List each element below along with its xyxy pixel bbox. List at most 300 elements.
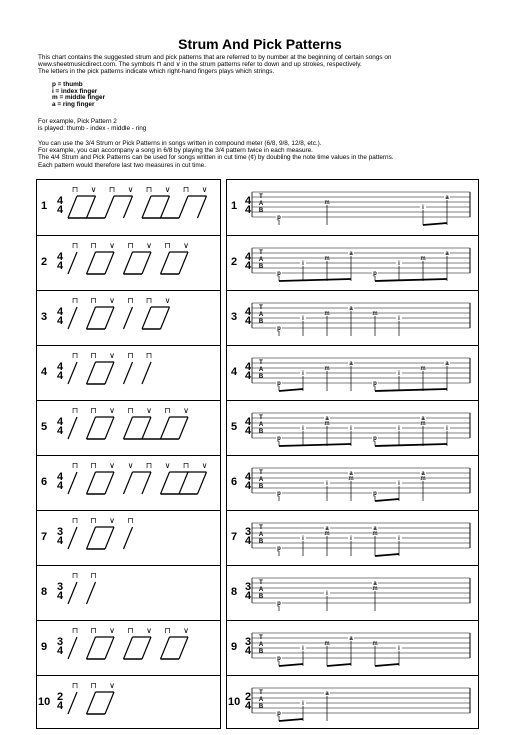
down-stroke-icon: ⊓	[71, 296, 79, 305]
intro-line: www.sheetmusicdirect.com. The symbols ⊓ and ∨ in the strum patterns refer to down and up strokes, respectively.	[38, 61, 362, 69]
up-stroke-icon: ∨	[164, 296, 171, 305]
finger-letter: i	[422, 205, 424, 211]
tab-staff	[227, 621, 480, 676]
finger-letter: a	[445, 195, 449, 201]
strum-patterns-panel	[36, 179, 221, 729]
up-stroke-icon: ∨	[109, 241, 115, 250]
note-beam	[279, 444, 351, 446]
tab-letter: B	[258, 208, 264, 214]
tab-letter: T	[259, 415, 263, 421]
strum-slash	[142, 362, 151, 384]
down-stroke-icon: ⊓	[127, 406, 134, 415]
finger-letter: i	[398, 371, 400, 377]
finger-letter: i	[398, 316, 400, 322]
note-beam	[279, 389, 303, 391]
down-stroke-icon: ⊓	[182, 461, 190, 470]
pattern-number: 3	[231, 311, 238, 323]
down-stroke-icon: ⊓	[164, 626, 171, 635]
tab-letter: B	[258, 374, 264, 380]
strum-slash	[87, 196, 96, 218]
up-stroke-icon: ∨	[146, 241, 152, 250]
pick-pattern-row	[227, 565, 478, 621]
down-stroke-icon: ⊓	[164, 406, 171, 415]
finger-letter: a	[325, 416, 329, 422]
finger-letter: p	[277, 436, 281, 442]
tab-letter: B	[258, 539, 264, 545]
finger-letter: a	[421, 416, 425, 422]
compound-line: The 4/4 Strum and Pick Patterns can be used for songs written in cut time (¢) by doubling the note time values in the patterns.	[38, 154, 394, 162]
down-stroke-icon: ⊓	[71, 516, 79, 525]
finger-letter: i	[302, 701, 304, 707]
finger-letter: m	[324, 366, 330, 372]
pattern-number: 2	[41, 256, 48, 268]
time-signature-top: 4	[244, 195, 252, 207]
example-line: For example, Pick Pattern 2	[38, 118, 117, 125]
up-stroke-icon: ∨	[146, 626, 152, 635]
down-stroke-icon: ⊓	[71, 185, 79, 194]
pick-pattern-row	[227, 675, 478, 731]
pattern-number: 2	[231, 256, 238, 268]
tab-letter: T	[259, 580, 263, 586]
finger-letter: p	[277, 711, 281, 717]
pick-pattern-row	[227, 235, 478, 291]
strum-slash	[68, 307, 77, 329]
tab-staff	[227, 236, 480, 291]
up-stroke-icon: ∨	[109, 406, 115, 415]
pick-pattern-row	[227, 345, 478, 401]
finger-letter: i	[398, 426, 400, 432]
finger-letter: a	[349, 636, 353, 642]
strum-slash	[68, 582, 77, 604]
note-beam	[279, 279, 351, 281]
up-stroke-icon: ∨	[109, 296, 115, 305]
down-stroke-icon: ⊓	[90, 351, 97, 360]
down-stroke-icon: ⊓	[71, 461, 79, 470]
strum-pattern-row	[37, 565, 220, 621]
up-stroke-icon: ∨	[164, 185, 171, 194]
strum-slash	[161, 472, 170, 494]
example-text	[38, 118, 146, 132]
down-stroke-icon: ⊓	[71, 241, 79, 250]
time-signature-bottom: 4	[56, 645, 64, 657]
tab-letter: B	[258, 319, 264, 325]
finger-letter: i	[302, 371, 304, 377]
strum-notation	[37, 346, 222, 401]
finger-letter: i	[326, 591, 328, 597]
finger-letter: p	[277, 601, 281, 607]
pattern-number: 10	[228, 696, 241, 708]
tab-staff	[227, 566, 480, 621]
compound-meter-text	[38, 140, 493, 169]
strum-notation	[37, 621, 222, 676]
strum-slash	[179, 472, 188, 494]
strum-slash	[142, 637, 151, 659]
pattern-number: 9	[41, 641, 48, 653]
strum-slash	[68, 637, 77, 659]
finger-letter: m	[324, 256, 330, 262]
tab-letter: T	[259, 690, 263, 696]
note-beam	[375, 279, 447, 281]
time-signature-top: 4	[56, 306, 64, 318]
strum-slash	[87, 252, 96, 274]
finger-letter: a	[421, 471, 425, 477]
down-stroke-icon: ⊓	[71, 626, 79, 635]
pattern-number: 9	[231, 641, 238, 653]
page-title: Strum And Pick Patterns	[178, 36, 342, 52]
up-stroke-icon: ∨	[183, 406, 189, 415]
intro-line: The letters in the pick patterns indicate which right-hand fingers plays which strings.	[38, 68, 275, 76]
finger-letter: a	[373, 526, 377, 532]
strum-slash	[105, 196, 114, 218]
finger-letter: p	[277, 215, 281, 221]
pattern-number: 6	[41, 476, 48, 488]
tab-letter: A	[258, 532, 264, 538]
up-stroke-icon: ∨	[109, 461, 115, 470]
strum-slash	[105, 362, 114, 384]
time-signature-top: 3	[244, 636, 252, 648]
strum-slash	[105, 692, 114, 714]
tab-letter: B	[258, 484, 264, 490]
time-signature-top: 3	[56, 581, 64, 593]
strum-notation	[37, 511, 222, 566]
tab-staff	[227, 346, 480, 401]
note-beam	[375, 389, 447, 391]
down-stroke-icon: ⊓	[71, 571, 79, 580]
down-stroke-icon: ⊓	[145, 185, 153, 194]
finger-letter: m	[324, 641, 330, 647]
strum-slash	[105, 637, 114, 659]
strum-notation	[37, 566, 222, 621]
pattern-number: 7	[41, 531, 48, 543]
time-signature-bottom: 4	[244, 480, 252, 492]
tab-staff	[227, 401, 480, 456]
strum-slash	[179, 252, 188, 274]
pattern-number: 3	[41, 311, 48, 323]
strum-slash	[87, 307, 96, 329]
strum-slash	[68, 362, 77, 384]
legend-item: p = thumb	[52, 81, 83, 88]
pattern-number: 6	[231, 476, 238, 488]
finger-legend	[52, 82, 105, 108]
down-stroke-icon: ⊓	[182, 185, 190, 194]
pattern-number: 10	[38, 696, 51, 708]
strum-slash	[124, 637, 133, 659]
pattern-number: 1	[231, 200, 238, 212]
up-stroke-icon: ∨	[109, 351, 115, 360]
time-signature-top: 4	[244, 471, 252, 483]
legend-item: a = ring finger	[52, 100, 95, 108]
time-signature-bottom: 4	[244, 590, 252, 602]
intro-line: This chart contains the suggested strum and pick patterns that are referred to by number at the beginning of certain songs on	[38, 54, 392, 61]
strum-slash	[161, 417, 170, 439]
tab-letter: T	[259, 305, 263, 311]
finger-letter: a	[325, 691, 329, 697]
strum-slash	[142, 196, 151, 218]
tab-letter: A	[258, 367, 264, 373]
finger-letter: p	[373, 381, 377, 387]
strum-pattern-row	[37, 675, 220, 731]
tab-letter: T	[259, 360, 263, 366]
tab-letter: A	[258, 201, 264, 207]
time-signature-bottom: 4	[56, 204, 64, 216]
strum-slash	[87, 527, 96, 549]
up-stroke-icon: ∨	[127, 461, 134, 470]
down-stroke-icon: ⊓	[127, 626, 134, 635]
finger-letter: m	[372, 311, 378, 317]
tab-letter: A	[258, 422, 264, 428]
pick-pattern-row	[227, 620, 478, 676]
strum-slash	[105, 527, 114, 549]
finger-letter: m	[372, 641, 378, 647]
finger-letter: p	[373, 271, 377, 277]
strum-pattern-row	[37, 345, 220, 401]
note-beam	[375, 554, 399, 556]
down-stroke-icon: ⊓	[127, 351, 134, 360]
down-stroke-icon: ⊓	[127, 296, 134, 305]
down-stroke-icon: ⊓	[71, 681, 79, 690]
strum-slash	[124, 196, 133, 218]
down-stroke-icon: ⊓	[164, 241, 171, 250]
strum-pattern-row	[37, 400, 220, 456]
note-beam	[375, 664, 399, 666]
strum-slash	[87, 417, 96, 439]
time-signature-bottom: 4	[56, 535, 64, 547]
strum-slash	[124, 472, 133, 494]
down-stroke-icon: ⊓	[90, 406, 97, 415]
down-stroke-icon: ⊓	[145, 351, 153, 360]
finger-letter: p	[277, 326, 281, 332]
tab-staff	[227, 180, 480, 235]
down-stroke-icon: ⊓	[90, 571, 97, 580]
time-signature-top: 4	[244, 306, 252, 318]
up-stroke-icon: ∨	[183, 241, 189, 250]
up-stroke-icon: ∨	[183, 626, 189, 635]
pattern-number: 5	[41, 421, 48, 433]
finger-letter: m	[420, 256, 426, 262]
tab-letter: T	[259, 470, 263, 476]
up-stroke-icon: ∨	[201, 461, 208, 470]
pick-pattern-row	[227, 510, 478, 566]
strum-slash	[87, 582, 96, 604]
strum-slash	[68, 527, 77, 549]
down-stroke-icon: ⊓	[127, 241, 134, 250]
finger-letter: p	[277, 546, 281, 552]
down-stroke-icon: ⊓	[127, 516, 134, 525]
note-beam	[375, 499, 399, 501]
tab-letter: A	[258, 257, 264, 263]
pattern-number: 4	[41, 366, 48, 378]
down-stroke-icon: ⊓	[90, 626, 97, 635]
time-signature-bottom: 4	[244, 204, 252, 216]
up-stroke-icon: ∨	[90, 185, 97, 194]
strum-slash	[161, 196, 170, 218]
finger-letter: i	[326, 481, 328, 487]
down-stroke-icon: ⊓	[90, 516, 97, 525]
finger-letter: p	[373, 436, 377, 442]
strum-slash	[87, 692, 96, 714]
time-signature-bottom: 4	[56, 315, 64, 327]
down-stroke-icon: ⊓	[71, 351, 79, 360]
pattern-number: 8	[41, 586, 48, 598]
strum-slash	[142, 417, 151, 439]
finger-letter: p	[277, 491, 281, 497]
finger-letter: a	[373, 581, 377, 587]
note-beam	[327, 664, 351, 666]
down-stroke-icon: ⊓	[108, 185, 116, 194]
strum-notation	[37, 456, 222, 511]
finger-letter: i	[302, 426, 304, 432]
finger-letter: m	[324, 311, 330, 317]
time-signature-top: 4	[56, 416, 64, 428]
compound-line: You can use the 3/4 Strum or Pick Patterns in songs written in compound meter (6/8, 9/8, 12/8, etc.).	[38, 140, 322, 147]
strum-slash	[124, 252, 133, 274]
down-stroke-icon: ⊓	[71, 406, 79, 415]
legend-item: m = middle finger	[52, 94, 106, 102]
finger-letter: m	[324, 421, 330, 427]
time-signature-top: 4	[244, 416, 252, 428]
time-signature-top: 4	[56, 471, 64, 483]
strum-slash	[198, 472, 207, 494]
finger-letter: p	[277, 381, 281, 387]
tab-staff	[227, 511, 480, 566]
note-beam	[279, 719, 303, 721]
tab-letter: A	[258, 477, 264, 483]
strum-slash	[161, 307, 170, 329]
time-signature-bottom: 4	[56, 370, 64, 382]
up-stroke-icon: ∨	[109, 681, 115, 690]
tab-staff	[227, 291, 480, 346]
example-line: is played: thumb - index - middle - ring	[38, 125, 147, 133]
pattern-number: 7	[231, 531, 238, 543]
time-signature-bottom: 4	[244, 260, 252, 272]
pick-patterns-panel	[226, 179, 479, 729]
finger-letter: m	[372, 531, 378, 537]
tab-letter: B	[258, 594, 264, 600]
strum-slash	[68, 692, 77, 714]
up-stroke-icon: ∨	[164, 461, 171, 470]
down-stroke-icon: ⊓	[90, 296, 97, 305]
tab-letter: T	[259, 525, 263, 531]
finger-letter: a	[445, 361, 449, 367]
strum-slash	[68, 196, 77, 218]
up-stroke-icon: ∨	[109, 626, 115, 635]
time-signature-top: 3	[56, 526, 64, 538]
pattern-number: 5	[231, 421, 238, 433]
finger-letter: m	[348, 476, 354, 482]
strum-pattern-row	[37, 180, 220, 235]
strum-slash	[105, 472, 114, 494]
tab-letter: A	[258, 642, 264, 648]
time-signature-top: 4	[56, 251, 64, 263]
tab-letter: B	[258, 704, 264, 710]
strum-notation	[37, 180, 222, 235]
pattern-number: 8	[231, 586, 238, 598]
strum-slash	[124, 417, 133, 439]
finger-letter: i	[350, 426, 352, 432]
time-signature-bottom: 4	[244, 700, 252, 712]
tab-staff	[227, 676, 480, 731]
finger-letter: a	[349, 471, 353, 477]
time-signature-top: 4	[244, 251, 252, 263]
finger-letter: p	[277, 271, 281, 277]
finger-letter: i	[398, 536, 400, 542]
finger-letter: p	[373, 491, 377, 497]
finger-letter: i	[302, 646, 304, 652]
strum-slash	[68, 417, 77, 439]
finger-letter: m	[420, 366, 426, 372]
strum-slash	[105, 252, 114, 274]
time-signature-top: 3	[244, 581, 252, 593]
strum-slash	[161, 252, 170, 274]
tab-letter: A	[258, 697, 264, 703]
finger-letter: m	[420, 421, 426, 427]
strum-slash	[142, 252, 151, 274]
up-stroke-icon: ∨	[127, 185, 134, 194]
time-signature-top: 3	[244, 526, 252, 538]
strum-slash	[124, 307, 133, 329]
note-beam	[375, 444, 447, 446]
down-stroke-icon: ⊓	[90, 241, 97, 250]
strum-slash	[198, 196, 207, 218]
finger-letter: i	[302, 261, 304, 267]
time-signature-bottom: 4	[244, 315, 252, 327]
strum-slash	[87, 472, 96, 494]
intro-text	[38, 54, 488, 76]
strum-slash	[179, 196, 188, 218]
note-beam	[423, 223, 447, 225]
finger-letter: a	[325, 526, 329, 532]
strum-slash	[68, 472, 77, 494]
finger-letter: a	[349, 251, 353, 257]
finger-letter: i	[398, 481, 400, 487]
time-signature-top: 4	[56, 195, 64, 207]
tab-letter: A	[258, 312, 264, 318]
strum-pattern-row	[37, 620, 220, 676]
compound-line: For example, you can accompany a song in 6/8 by playing the 3/4 pattern twice in each measure.	[38, 147, 313, 155]
up-stroke-icon: ∨	[201, 185, 208, 194]
down-stroke-icon: ⊓	[90, 461, 97, 470]
finger-letter: i	[302, 536, 304, 542]
pick-pattern-row	[227, 180, 478, 235]
strum-slash	[124, 362, 133, 384]
tab-letter: B	[258, 649, 264, 655]
time-signature-top: 2	[244, 691, 252, 703]
down-stroke-icon: ⊓	[145, 296, 153, 305]
finger-letter: m	[324, 531, 330, 537]
tab-staff	[227, 456, 480, 511]
time-signature-top: 4	[244, 361, 252, 373]
finger-letter: i	[398, 261, 400, 267]
time-signature-bottom: 4	[56, 260, 64, 272]
finger-letter: a	[445, 251, 449, 257]
strum-notation	[37, 291, 222, 346]
strum-slash	[161, 637, 170, 659]
time-signature-bottom: 4	[244, 645, 252, 657]
strum-slash	[105, 307, 114, 329]
up-stroke-icon: ∨	[109, 516, 115, 525]
finger-letter: p	[277, 656, 281, 662]
strum-notation	[37, 236, 222, 291]
time-signature-top: 2	[56, 691, 64, 703]
finger-letter: a	[349, 306, 353, 312]
strum-slash	[68, 252, 77, 274]
strum-notation	[37, 676, 222, 731]
strum-notation	[37, 401, 222, 456]
time-signature-top: 4	[56, 361, 64, 373]
tab-letter: T	[259, 635, 263, 641]
strum-slash	[179, 417, 188, 439]
finger-letter: m	[372, 586, 378, 592]
